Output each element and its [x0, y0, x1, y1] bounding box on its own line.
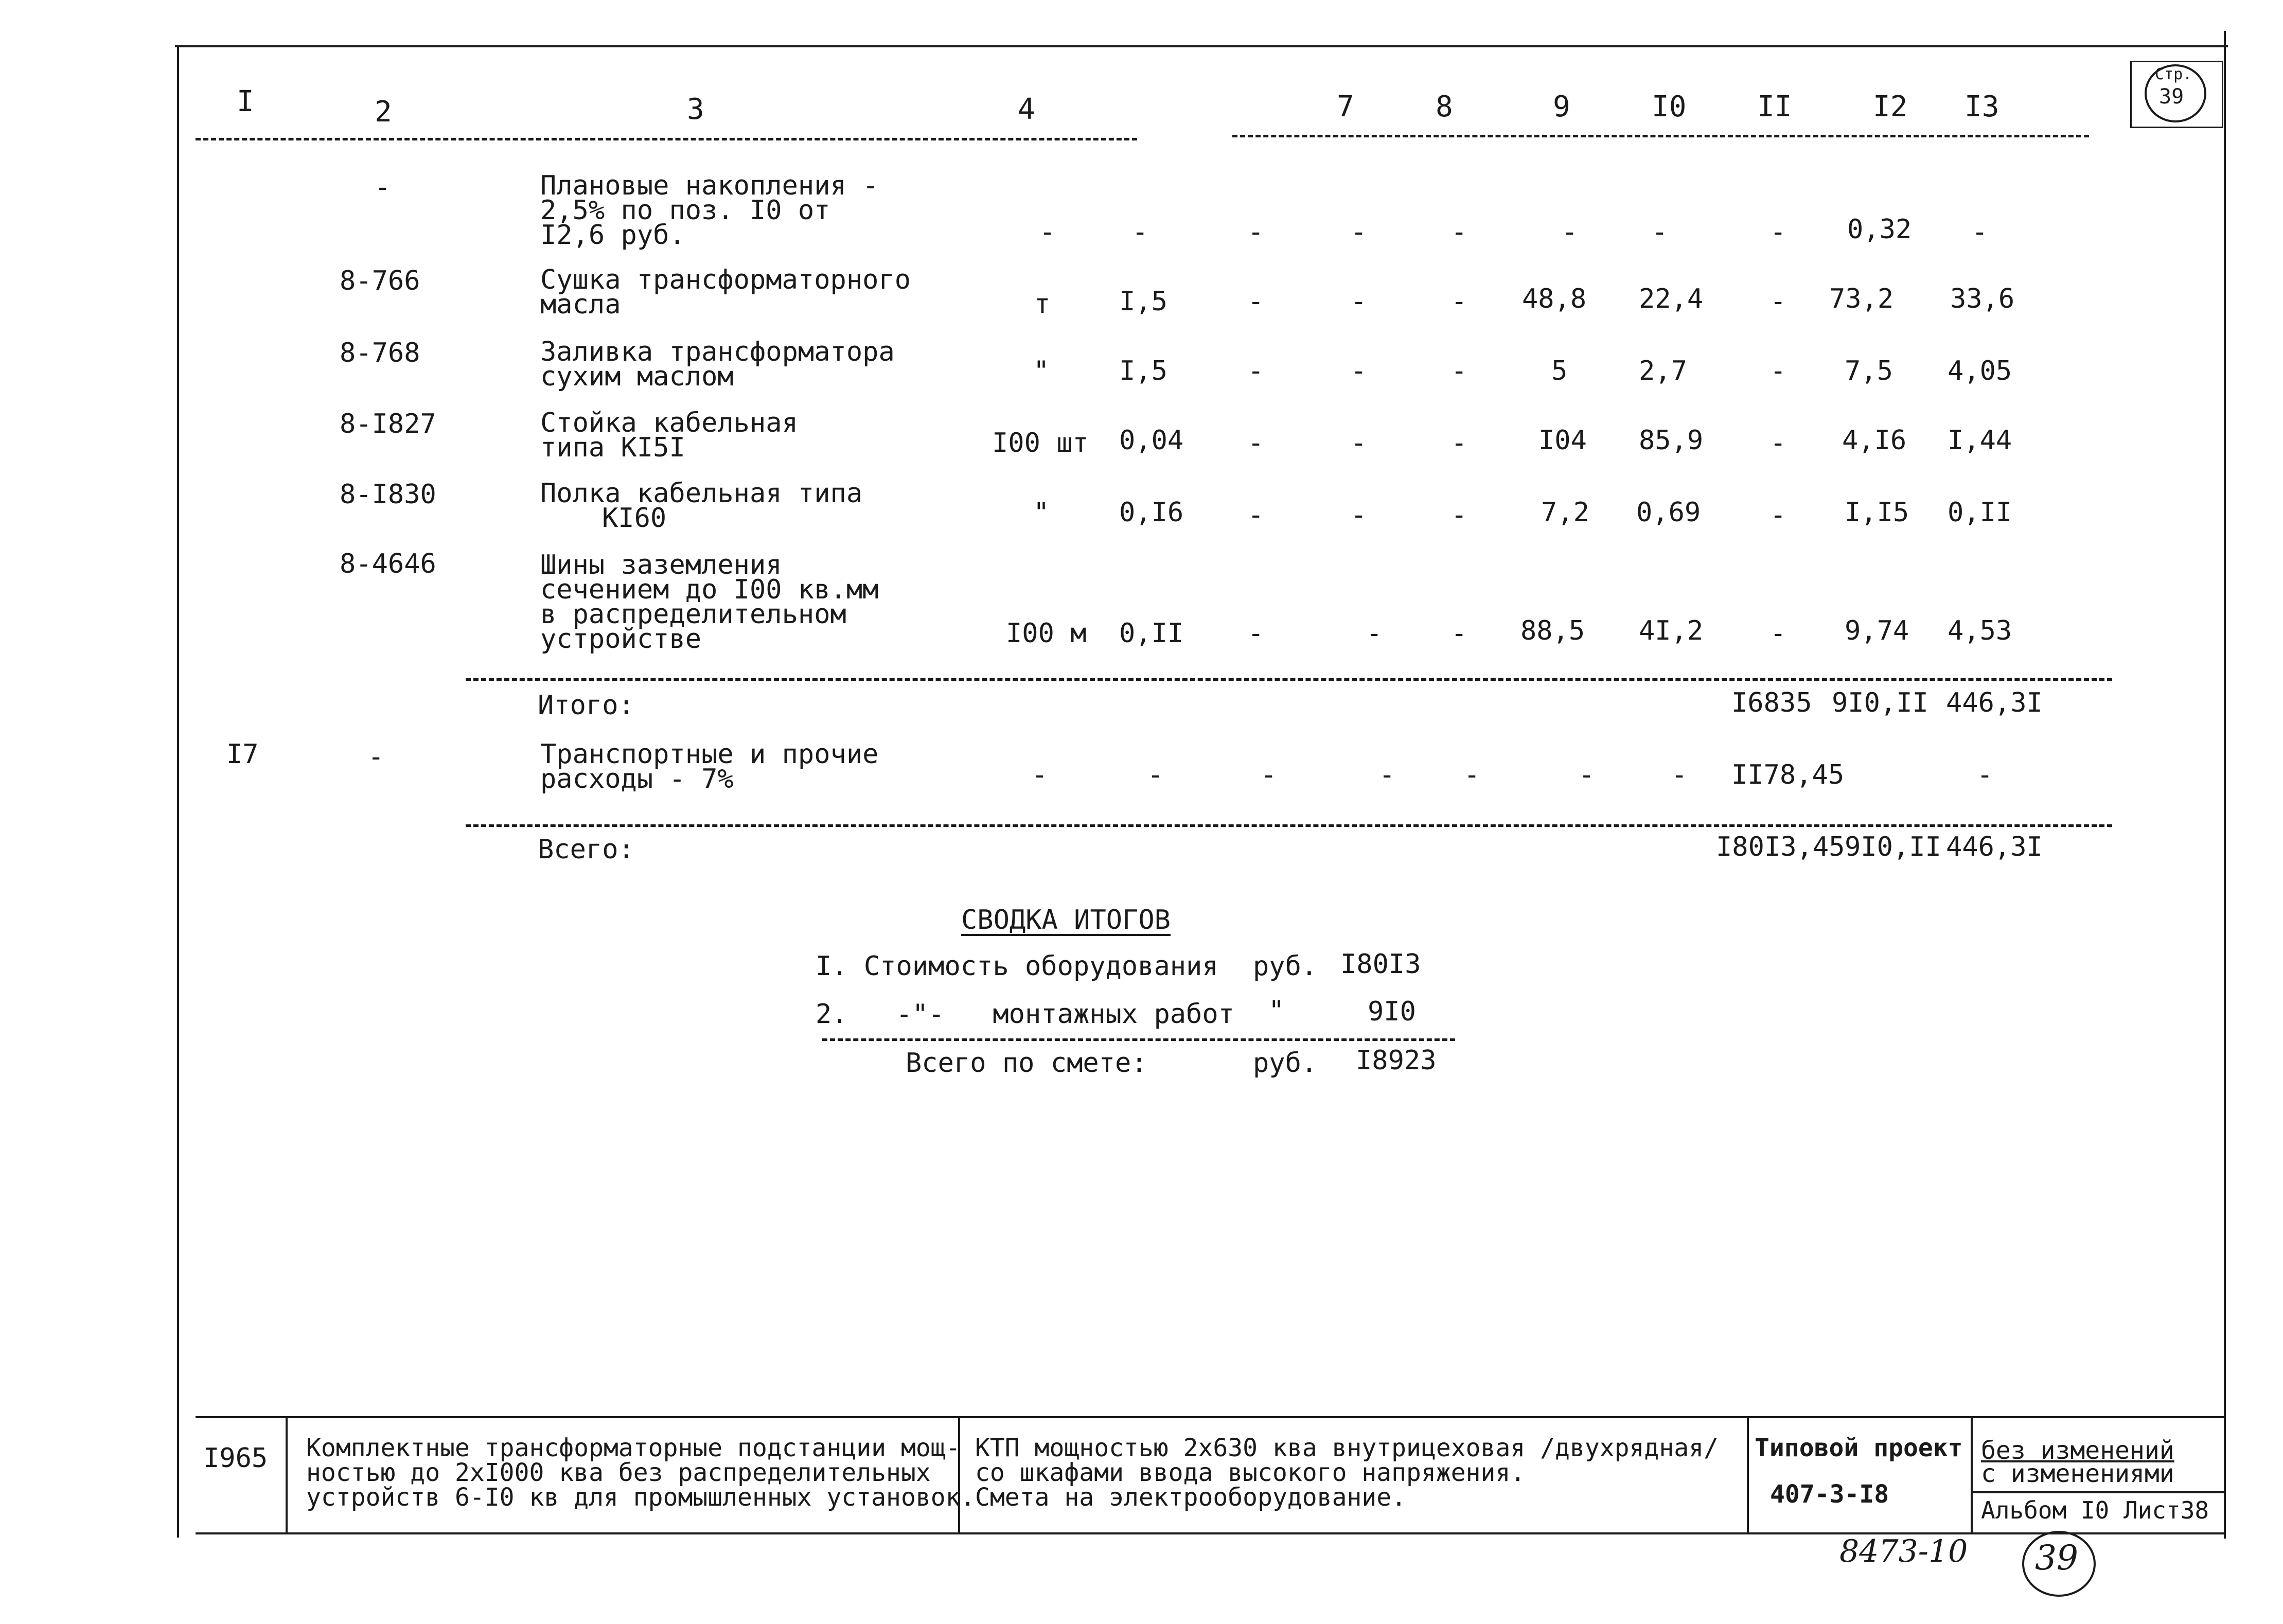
- row-c8: -: [1451, 500, 1467, 531]
- row-qty: I,5: [1119, 356, 1167, 386]
- row-name-line: Транспортные и прочие: [540, 739, 879, 770]
- row-c12: I,I5: [1845, 497, 1909, 528]
- status-changed: с изменениями: [1981, 1459, 2174, 1488]
- row-qty: 0,I6: [1119, 497, 1184, 528]
- footer-desc-line: Смета на электрооборудование.: [975, 1483, 1407, 1512]
- row-c11: -: [1770, 356, 1786, 386]
- row-name-line: I2,6 руб.: [540, 220, 685, 251]
- column-header: 3: [687, 93, 704, 126]
- title-block-divider: [1747, 1416, 1749, 1533]
- row-name-line: сухим маслом: [540, 361, 734, 392]
- row-c12: 9,74: [1845, 615, 1909, 646]
- row-c8: -: [1464, 760, 1480, 790]
- summary-total-label: Всего по смете:: [906, 1048, 1147, 1079]
- column-header: II: [1757, 90, 1792, 123]
- row-name-line: масла: [540, 289, 621, 320]
- row-code: 8-I830: [340, 479, 436, 510]
- subtotal-label: Итого:: [538, 690, 634, 721]
- left-border: [177, 45, 179, 1538]
- summary-total-unit: руб.: [1253, 1048, 1318, 1079]
- column-header: I: [237, 85, 254, 118]
- row-c13: 0,II: [1948, 497, 2012, 528]
- row-c11: -: [1770, 217, 1786, 248]
- footer-desc-line: со шкафами ввода высокого напряжения.: [975, 1458, 1526, 1487]
- row-unit: I00 шт: [992, 428, 1089, 458]
- row-c7: -: [1366, 618, 1383, 649]
- row-c10: 85,9: [1639, 425, 1704, 456]
- row-name-line: КI60: [602, 503, 667, 534]
- row-c6: -: [1261, 760, 1277, 790]
- column-header: 9: [1553, 90, 1570, 123]
- row-c13: I,44: [1948, 425, 2012, 456]
- title-block-album-line: [1971, 1491, 2225, 1493]
- summary-line-value: I80I3: [1340, 949, 1421, 980]
- row-c13: -: [1977, 760, 1993, 790]
- row-name-line: сечением до I00 кв.мм: [540, 574, 879, 605]
- row-c12: 0,32: [1847, 214, 1912, 245]
- column-header: I3: [1965, 90, 1999, 123]
- project-label: Типовой проект: [1755, 1434, 1963, 1462]
- summary-title: СВОДКА ИТОГОВ: [961, 905, 1171, 935]
- row-c10: 22,4: [1639, 284, 1704, 314]
- total-c13: 446,3I: [1946, 832, 2043, 862]
- row-c7: -: [1379, 760, 1395, 790]
- row-qty: 0,II: [1119, 618, 1184, 649]
- row-unit: ": [1033, 356, 1050, 386]
- row-c10: -: [1652, 217, 1668, 248]
- album-sheet: Альбом I0 Лист38: [1981, 1496, 2209, 1524]
- section-separator: [466, 678, 2112, 681]
- row-code: 8-766: [340, 266, 420, 296]
- page-marker-label: Стр.: [2155, 65, 2192, 83]
- row-code: 8-4646: [340, 549, 436, 579]
- total-c11: I80I3,45: [1716, 832, 1845, 862]
- section-separator: [466, 824, 2112, 827]
- row-c7: -: [1351, 428, 1367, 458]
- row-name-line: Стойка кабельная: [540, 408, 798, 438]
- row-c7: -: [1351, 500, 1367, 531]
- row-c10: 4I,2: [1639, 615, 1704, 646]
- footer-year: I965: [203, 1443, 268, 1474]
- row-c11: -: [1770, 286, 1786, 317]
- row-c7: -: [1351, 286, 1367, 317]
- row-name-line: Сушка трансформаторного: [540, 264, 911, 295]
- row-name-line: Плановые накопления -: [540, 170, 879, 201]
- summary-total-value: I8923: [1356, 1045, 1437, 1076]
- row-c9: I04: [1538, 425, 1587, 456]
- row-c8: -: [1451, 618, 1467, 649]
- row-unit: -: [1032, 760, 1048, 790]
- row-name-line: в распределительном: [540, 599, 846, 630]
- top-border: [175, 45, 2228, 47]
- row-c12: 73,2: [1829, 284, 1894, 314]
- row-unit: т: [1034, 289, 1051, 320]
- summary-line-label: 2. -"- монтажных работ: [816, 999, 1234, 1030]
- header-separator: [1232, 135, 2089, 137]
- row-c13: 33,6: [1950, 284, 2015, 314]
- row-c11: -: [1770, 618, 1786, 649]
- subtotal-c11: I6835: [1731, 687, 1812, 718]
- row-qty: I,5: [1119, 286, 1167, 317]
- row-c9: -: [1562, 217, 1578, 248]
- row-c7: -: [1351, 217, 1367, 248]
- row-name-line: Заливка трансформатора: [540, 337, 895, 367]
- subtotal-c12: 9I0,II: [1832, 687, 1928, 718]
- total-c12: 9I0,II: [1845, 832, 1941, 862]
- row-c6: -: [1248, 428, 1264, 458]
- row-c8: -: [1451, 428, 1467, 458]
- row-code: 8-768: [340, 338, 420, 368]
- row-c8: -: [1451, 356, 1467, 386]
- footer-desc-line: КТП мощностью 2х630 ква внутрицеховая /двухрядная/: [975, 1434, 1719, 1462]
- row-c11: -: [1770, 500, 1786, 531]
- row-c6: -: [1248, 500, 1264, 531]
- row-c11: II78,45: [1731, 760, 1845, 790]
- row-c8: -: [1451, 217, 1467, 248]
- row-c9: 7,2: [1541, 497, 1589, 528]
- page-marker-number: 39: [2159, 85, 2184, 109]
- column-header: I2: [1873, 90, 1908, 123]
- row-c11: -: [1770, 428, 1786, 458]
- column-header: 7: [1337, 90, 1354, 123]
- title-block-top-border: [196, 1416, 2225, 1418]
- row-name-line: расходы - 7%: [540, 764, 734, 795]
- right-border: [2224, 31, 2226, 1539]
- footer-desc-line: Комплектные трансформаторные подстанции мощ-: [306, 1434, 961, 1462]
- project-number: 407-3-I8: [1770, 1480, 1889, 1509]
- summary-line-label: I. Стоимость оборудования: [816, 951, 1218, 982]
- row-name-line: Шины заземления: [540, 550, 782, 580]
- summary-line-unit: руб.: [1253, 951, 1318, 982]
- row-c10: -: [1671, 760, 1688, 790]
- column-header: 4: [1018, 93, 1035, 126]
- footer-desc-line: устройств 6-I0 кв для промышленных установок.: [306, 1483, 976, 1512]
- row-name-line: 2,5% по поз. I0 от: [540, 195, 830, 226]
- row-c6: -: [1248, 356, 1264, 386]
- row-c10: 2,7: [1639, 356, 1687, 386]
- header-separator: [196, 138, 1137, 140]
- handwritten-sheet-number: 39: [2035, 1538, 2078, 1578]
- row-qty: -: [1147, 760, 1164, 790]
- row-c6: -: [1248, 286, 1264, 317]
- row-c9: -: [1579, 760, 1595, 790]
- row-c6: -: [1248, 217, 1264, 248]
- row-c9: 48,8: [1522, 284, 1587, 314]
- status-unchanged: без изменений: [1981, 1436, 2174, 1465]
- row-c13: -: [1972, 217, 1988, 248]
- row-c9: 88,5: [1520, 615, 1585, 646]
- row-c6: -: [1248, 618, 1264, 649]
- row-unit: ": [1033, 497, 1050, 528]
- row-code: 8-I827: [340, 409, 436, 439]
- row-code: -: [368, 742, 384, 772]
- row-name-line: Полка кабельная типа: [540, 478, 863, 509]
- title-block-divider: [1971, 1416, 1973, 1533]
- row-unit: I00 м: [1006, 618, 1087, 649]
- row-c7: -: [1351, 356, 1367, 386]
- row-unit: -: [1039, 217, 1056, 248]
- row-c9: 5: [1551, 356, 1568, 386]
- row-c8: -: [1451, 286, 1467, 317]
- summary-line-unit: ": [1268, 995, 1285, 1026]
- summary-separator: [822, 1038, 1455, 1041]
- row-name-line: типа КI5I: [540, 432, 685, 463]
- row-c10: 0,69: [1636, 497, 1701, 528]
- handwritten-inventory-number: 8473-10: [1839, 1533, 1968, 1569]
- row-c12: 7,5: [1845, 356, 1893, 386]
- column-header: 2: [375, 95, 392, 129]
- row-c13: 4,53: [1948, 615, 2012, 646]
- row-code: -: [375, 172, 391, 203]
- row-c13: 4,05: [1948, 356, 2012, 386]
- title-block-divider: [286, 1416, 288, 1533]
- row-name-line: устройстве: [540, 624, 702, 655]
- footer-desc-line: ностью до 2хI000 ква без распределительных: [306, 1458, 931, 1487]
- row-pos: I7: [226, 739, 259, 770]
- column-header: 8: [1436, 90, 1453, 123]
- row-qty: -: [1132, 217, 1148, 248]
- column-header: I0: [1652, 90, 1687, 123]
- total-label: Всего:: [538, 834, 634, 865]
- row-qty: 0,04: [1119, 425, 1184, 456]
- subtotal-c13: 446,3I: [1946, 687, 2043, 718]
- summary-line-value: 9I0: [1368, 996, 1416, 1027]
- row-c12: 4,I6: [1842, 425, 1907, 456]
